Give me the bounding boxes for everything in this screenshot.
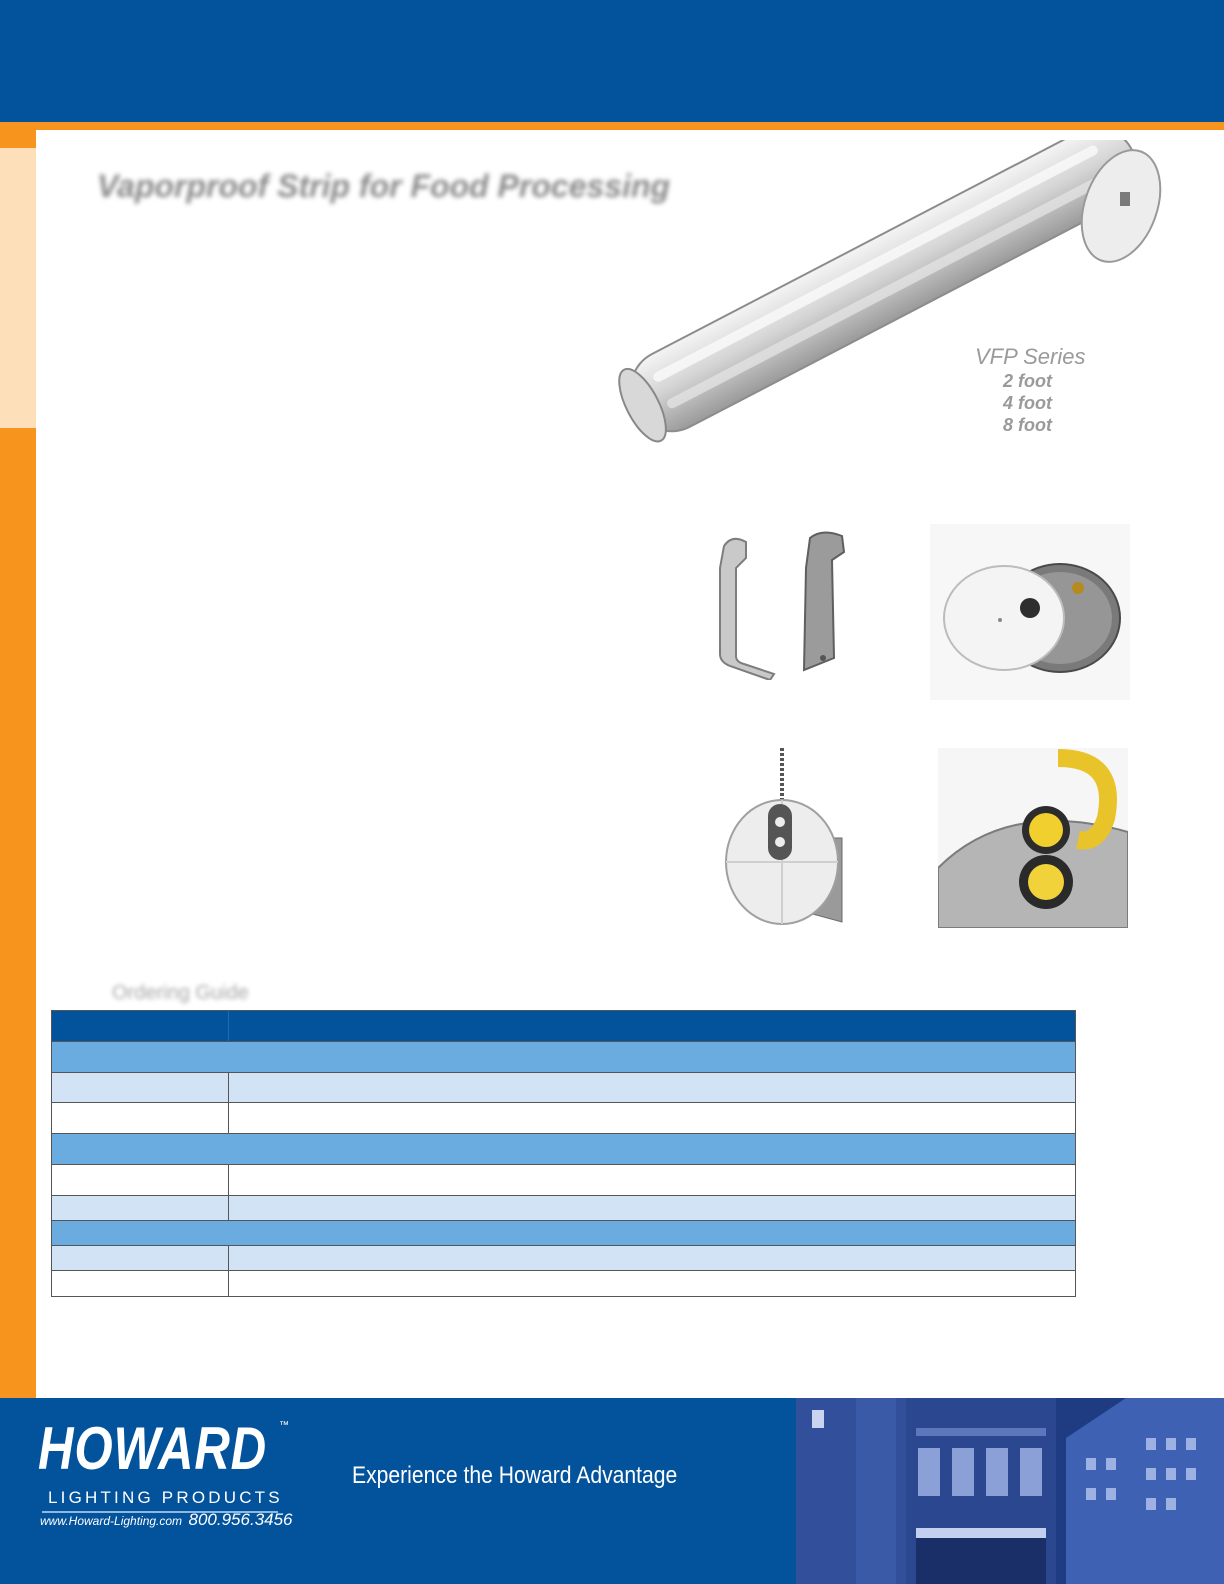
series-label-block	[975, 344, 1095, 436]
series-size-8ft: 8 foot	[1003, 415, 1052, 435]
hanger-icon	[720, 742, 850, 932]
table-section-row	[52, 1042, 1075, 1073]
ordering-guide-label: Ordering Guide	[112, 982, 249, 1004]
series-size-2ft: 2 foot	[1003, 371, 1052, 391]
table-row	[52, 1271, 1075, 1296]
website-link[interactable]: www.Howard-Lighting.com	[40, 1514, 183, 1528]
tagline-lead: Experience the	[352, 1462, 493, 1489]
series-name: VFP Series	[975, 344, 1086, 369]
ordering-table	[51, 1010, 1076, 1297]
table-section-row	[52, 1134, 1075, 1165]
tagline-brand: Howard Advantage	[498, 1462, 678, 1489]
table-row	[52, 1165, 1075, 1196]
series-size-4ft: 4 foot	[1003, 393, 1052, 413]
phone-number: 800.956.3456	[188, 1510, 293, 1529]
table-section-row	[52, 1221, 1075, 1246]
footer-banner	[0, 1398, 1224, 1584]
logo-name: HOWARD	[38, 1415, 268, 1482]
table-row	[52, 1103, 1075, 1134]
end-cap-icon	[930, 524, 1130, 700]
table-header-cell	[229, 1011, 1075, 1041]
table-row	[52, 1073, 1075, 1103]
contact-line	[40, 1510, 293, 1530]
connector-icon	[938, 748, 1128, 928]
page-title: Vaporproof Strip for Food Processing	[97, 168, 671, 204]
table-row	[52, 1246, 1075, 1271]
mounting-bracket-icon	[710, 528, 860, 680]
table-header-cell	[52, 1011, 229, 1041]
logo-subtitle: LIGHTING PRODUCTS	[48, 1488, 283, 1507]
table-header-row	[52, 1011, 1075, 1042]
top-header-band	[0, 0, 1224, 122]
building-photo	[796, 1398, 1224, 1584]
left-accent-bar-highlight	[0, 148, 36, 428]
orange-accent-stripe	[0, 122, 1224, 130]
table-row	[52, 1196, 1075, 1221]
logo-trademark: ™	[279, 1420, 289, 1431]
footer-tagline	[352, 1462, 677, 1490]
